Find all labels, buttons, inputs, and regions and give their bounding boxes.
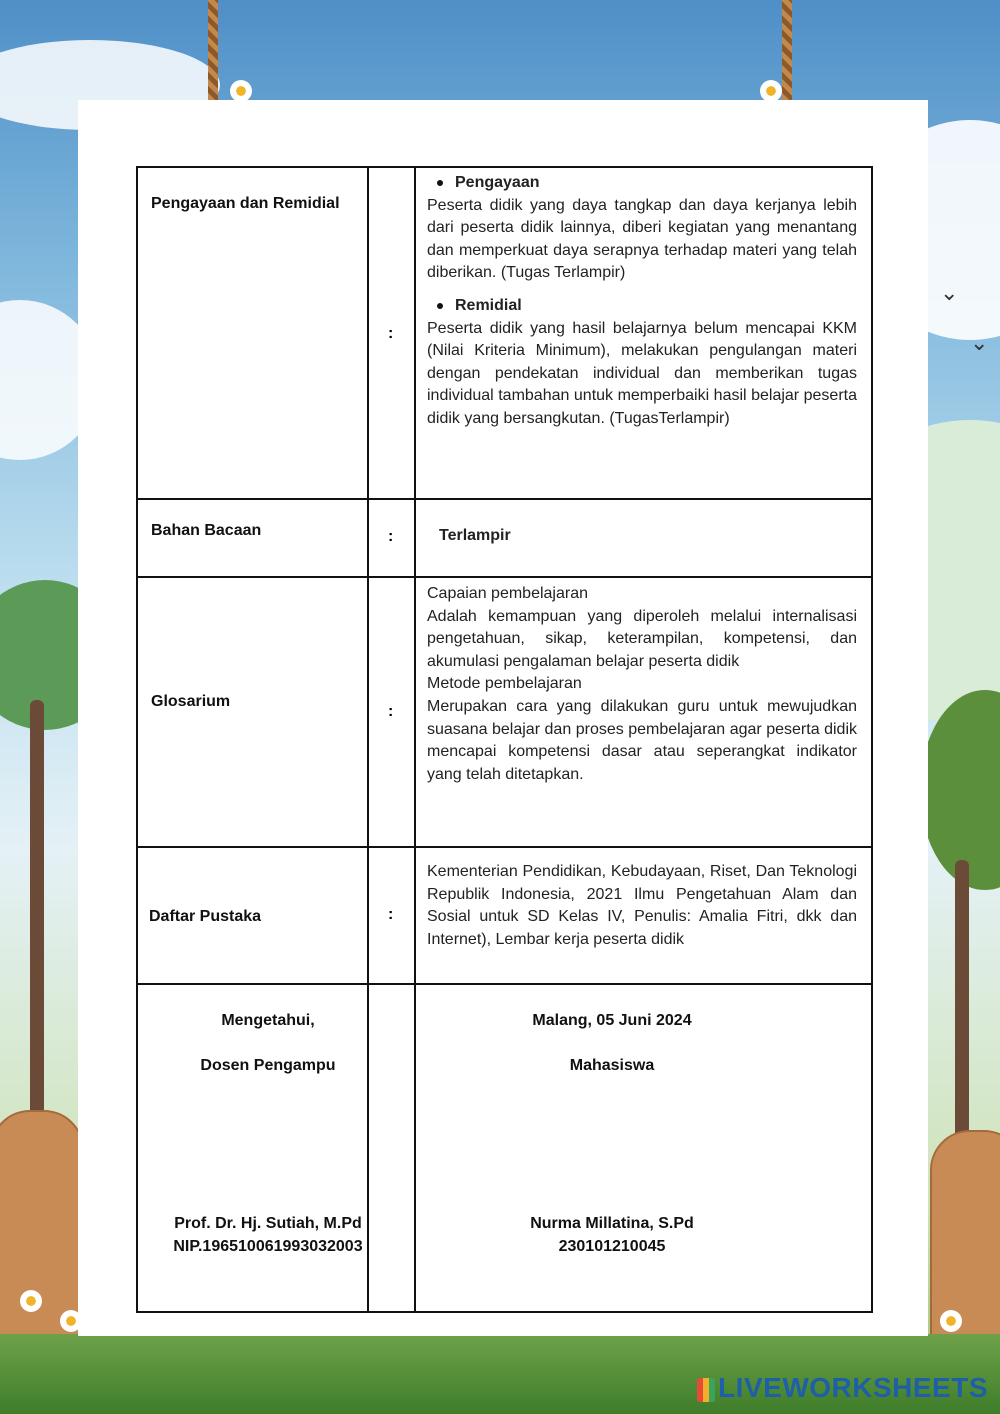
- remidial-title: Remidial: [427, 295, 857, 318]
- row-content: Kementerian Pendidikan, Kebudayaan, Riset, Dan Teknologi Republik Indonesia, 2021 Ilmu Pengetahuan Alam dan Sosial untuk SD Kelas IV, Penulis: Amalia Fitri, dkk dan Internet), Lembar kerja peserta didik: [427, 863, 857, 948]
- row-label: Daftar Pustaka: [149, 908, 262, 925]
- document-table: [136, 166, 873, 1313]
- liveworksheets-logo[interactable]: [697, 1372, 988, 1404]
- right-signature-id: 230101210045: [558, 1238, 666, 1255]
- row-signatures: [138, 983, 871, 1313]
- liveworksheets-logo-icon: [697, 1378, 715, 1402]
- glossary-term: Capaian pembelajaran: [427, 585, 588, 602]
- left-signature-heading: Mengetahui,: [221, 1012, 315, 1029]
- row-glosarium: [138, 576, 871, 848]
- left-signature-name: Prof. Dr. Hj. Sutiah, M.Pd: [174, 1215, 362, 1232]
- row-colon: :: [388, 528, 394, 545]
- row-content: [427, 583, 857, 786]
- row-bahan-bacaan: [138, 498, 871, 578]
- row-colon: :: [388, 906, 394, 923]
- bird-icon: ⌄: [940, 280, 959, 305]
- logo-text: LIVEWORKSHEETS: [718, 1372, 988, 1403]
- pengayaan-text: Peserta didik yang daya tangkap dan daya kerjanya lebih dari peserta didik lainnya, diberi kegiatan yang menantang dan memperkuat daya serapnya terhadap materi yang telah diberikan. (Tugas Terlampir): [427, 196, 857, 282]
- glossary-definition: Adalah kemampuan yang diperoleh melalui internalisasi pengetahuan, sikap, keterampilan, kompetensi, dan akumulasi pengalaman belajar peserta didik: [427, 607, 857, 670]
- pengayaan-title: Pengayaan: [427, 172, 857, 195]
- right-signature-heading: Malang, 05 Juni 2024: [532, 1012, 692, 1029]
- glossary-definition: Merupakan cara yang dilakukan guru untuk mewujudkan suasana belajar dan proses pembelajaran agar peserta didik mencapai kompetensi dasar atau seperangkat indikator yang telah ditetapkan.: [427, 697, 857, 783]
- row-colon: :: [388, 703, 394, 720]
- right-signature-role: Mahasiswa: [569, 1057, 655, 1074]
- left-signature-role: Dosen Pengampu: [200, 1057, 336, 1074]
- glossary-term: Metode pembelajaran: [427, 675, 582, 693]
- row-pengayaan-remidial: [138, 168, 871, 500]
- bird-icon: ⌄: [970, 330, 989, 355]
- right-signature-name: Nurma Millatina, S.Pd: [530, 1215, 694, 1232]
- row-label: Glosarium: [151, 693, 231, 710]
- remidial-text: Peserta didik yang hasil belajarnya belum mencapai KKM (Nilai Kriteria Minimum), melakukan pengulangan materi dengan pendekatan individual dan memberikan tugas individual tambahan untuk memperbaiki hasil belajar peserta didik yang bersangkutan. (TugasTerlampir): [427, 319, 857, 427]
- row-content: [427, 172, 857, 431]
- left-signature-nip: NIP.196510061993032003: [173, 1238, 363, 1255]
- row-daftar-pustaka: [138, 846, 871, 985]
- row-content: Terlampir: [439, 527, 511, 544]
- row-label: Pengayaan dan Remidial: [151, 195, 340, 212]
- row-label: Bahan Bacaan: [151, 522, 262, 539]
- row-colon: :: [388, 325, 394, 342]
